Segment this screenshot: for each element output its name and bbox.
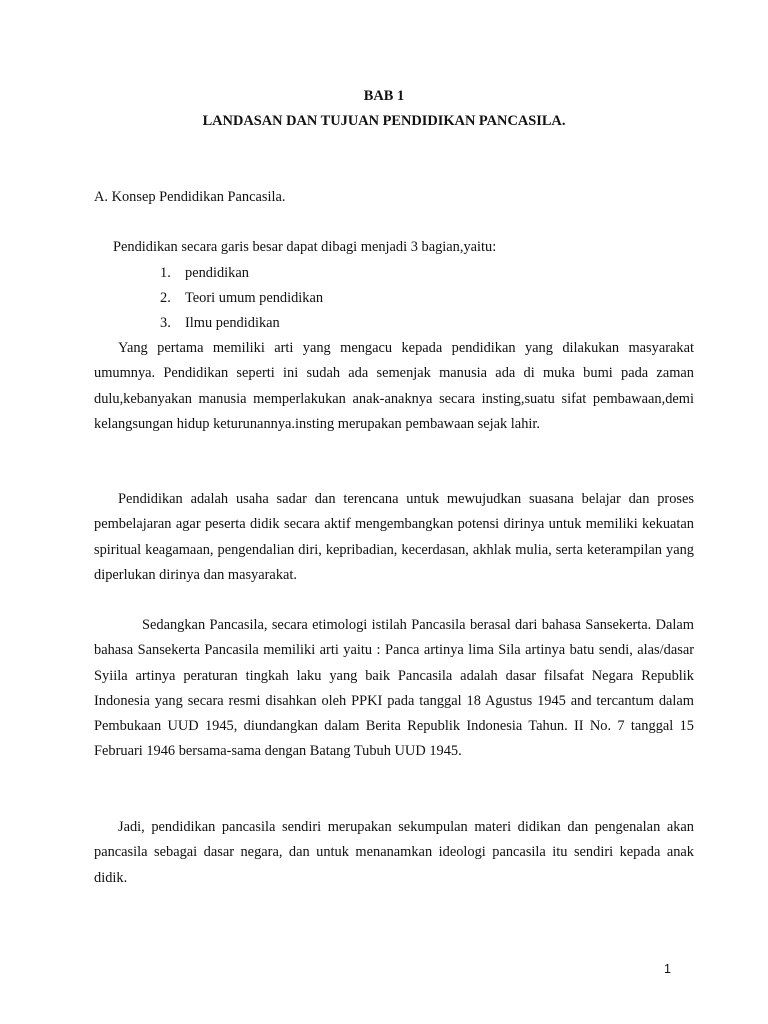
paragraph: Pendidikan adalah usaha sadar dan terencana untuk mewujudkan suasana belajar dan proses pembelajaran agar peserta didik secara aktif mengembangkan potensi dirinya untuk memiliki kekuatan spiritual keagamaan, pengendalian diri, kepribadian, kecerdasan, akhlak mulia, serta keterampilan yang diperlukan dirinya dan masyarakat. — [94, 491, 694, 583]
paragraph: Yang pertama memiliki arti yang mengacu kepada pendidikan yang dilakukan masyarakat umumnya. Pendidikan seperti ini sudah ada semenjak manusia ada di muka bumi pada zaman dulu,kebanyakan manusia memperlakukan anak-anaknya secara insting,suatu sifat pembawaan,demi kelangsungan hidup keturunannya.insting merupakan pembawaan sejak lahir. — [94, 340, 694, 432]
list-item-number: 1. — [160, 265, 171, 281]
paragraph: Jadi, pendidikan pancasila sendiri merupakan sekumpulan materi didikan dan pengenalan akan pancasila sebagai dasar negara, dan untuk menanamkan ideologi pancasila itu sendiri kepada anak didik. — [94, 819, 694, 886]
paragraph: Sedangkan Pancasila, secara etimologi istilah Pancasila berasal dari bahasa Sansekerta. Dalam bahasa Sansekerta Pancasila memiliki arti yaitu : Panca artinya lima Sila artinya batu sendi, alas/dasar Syiila artinya peraturan tingkah laku yang baik Pancasila adalah dasar filsafat Negara Republik Indonesia yang secara resmi disahkan oleh PPKI pada tanggal 18 Agustus 1945 and tercantum dalam Pembukaan UUD 1945, diundangkan dalam Berita Republik Indonesia Tahun. II No. 7 tanggal 15 Februari 1946 bersama-sama dengan Batang Tubuh UUD 1945. — [94, 617, 694, 760]
list-item-text: Ilmu pendidikan — [185, 315, 280, 331]
list-item-number: 2. — [160, 290, 171, 306]
list-item — [160, 289, 323, 314]
list-item-text: pendidikan — [185, 265, 249, 281]
numbered-list — [160, 264, 323, 339]
list-item — [160, 264, 323, 289]
section-heading: A. Konsep Pendidikan Pancasila. — [94, 189, 286, 205]
list-item-text: Teori umum pendidikan — [185, 290, 324, 306]
chapter-heading: BAB 1 — [363, 88, 405, 104]
list-item-number: 3. — [160, 315, 171, 331]
chapter-title: LANDASAN DAN TUJUAN PENDIDIKAN PANCASILA. — [202, 113, 566, 129]
intro-sentence: Pendidikan secara garis besar dapat dibagi menjadi 3 bagian,yaitu: — [113, 239, 497, 255]
page-number: 1 — [664, 962, 671, 976]
